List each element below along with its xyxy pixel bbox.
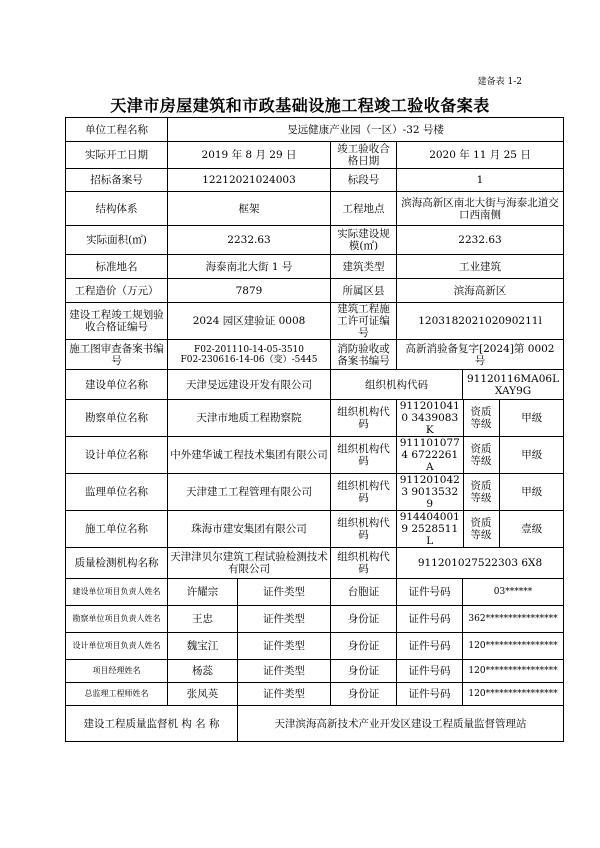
supervision-code-grade-cell (397, 474, 564, 511)
value-survey-unit: 天津市地质工程勘察院 (168, 400, 331, 437)
value-builder-manager: 许耀宗 (168, 579, 238, 606)
survey-code-grade-cell (397, 400, 564, 437)
row-supervision-unit (66, 474, 564, 511)
value-design-manager: 魏宝江 (168, 633, 238, 660)
row-address (66, 255, 564, 279)
value-district: 滨海高新区 (397, 279, 564, 303)
row-construction-unit (66, 511, 564, 548)
value-supervision-station: 天津滨海高新技术产业开发区建设工程质量监督管理站 (238, 706, 564, 742)
value-chief-supervisor-id: 120**************** (463, 683, 564, 706)
value-construction-qualification: 壹级 (499, 511, 564, 547)
value-design-manager-id-type: 身份证 (331, 633, 397, 660)
label-section-no: 标段号 (331, 169, 397, 192)
value-quality-org-code: 911201027522303 6X8 (397, 548, 564, 579)
row-project-manager (66, 660, 564, 683)
drawing-review-line-1: F02-201110-14-05-3510 (193, 344, 305, 355)
value-planning-cert: 2024 园区建验证 0008 (168, 303, 331, 340)
label-district: 所属区县 (331, 279, 397, 303)
label-builder-manager: 建设单位项目负责人姓名 (66, 579, 168, 606)
row-quality-testing (66, 548, 564, 579)
construction-code-grade-cell (397, 511, 564, 548)
label-scale: 实际建设规模(㎡) (331, 226, 397, 255)
value-construction-permit: 120318202102090211l (397, 303, 564, 340)
value-quality-testing: 天津津贝尔建筑工程试验检测技术有限公司 (168, 548, 331, 579)
row-reviews (66, 340, 564, 370)
label-construction-permit: 建筑工程施工许可证编号 (331, 303, 397, 340)
design-code-grade-cell (397, 437, 564, 474)
row-dates (66, 142, 564, 169)
value-project-manager: 杨蕊 (168, 660, 238, 683)
value-fire-acceptance: 高新消验备复字[2024]第 0002 号 (397, 340, 564, 370)
value-section-no: 1 (397, 169, 564, 192)
row-builder (66, 370, 564, 400)
label-survey-org-code: 组织机构代码 (331, 400, 397, 437)
label-builder-manager-id: 证件号码 (397, 579, 463, 606)
drawing-review-line-2: F02-230616-14-06（变）-5445 (180, 354, 318, 365)
label-tender-record-no: 招标备案号 (66, 169, 168, 192)
value-cost: 7879 (168, 279, 331, 303)
label-start-date: 实际开工日期 (66, 142, 168, 169)
value-construction-org-code: 9144040019 2528511L (399, 511, 460, 547)
value-chief-supervisor-id-type: 身份证 (331, 683, 397, 706)
value-survey-org-code: 9112010410 3439083K (399, 400, 460, 436)
label-address-name: 标准地名 (66, 255, 168, 279)
label-supervision-unit: 监理单位名称 (66, 474, 168, 511)
label-cost: 工程造价（万元） (66, 279, 168, 303)
document-title: 天津市房屋建筑和市政基础设施工程竣工验收备案表 (110, 96, 490, 115)
value-design-unit: 中外建华诚工程技术集团有限公司 (168, 437, 331, 474)
label-survey-unit: 勘察单位名称 (66, 400, 168, 437)
label-fire-acceptance: 消防验收或备案书编号 (331, 340, 397, 370)
label-chief-supervisor-id: 证件号码 (397, 683, 463, 706)
value-address-name: 海泰南北大街 1 号 (168, 255, 331, 279)
label-quality-org-code: 组织机构代码 (331, 548, 397, 579)
row-supervision-station (66, 706, 564, 742)
label-builder-org-code: 组织机构代码 (331, 370, 463, 400)
value-design-org-code: 9111010774 6722261A (399, 437, 460, 473)
label-construction-unit: 施工单位名称 (66, 511, 168, 548)
label-supervision-station: 建设工程质量监督机 构 名 称 (66, 706, 238, 742)
value-design-manager-id: 120**************** (463, 633, 564, 660)
value-area: 2232.63 (168, 226, 331, 255)
label-project-manager: 项目经理姓名 (66, 660, 168, 683)
label-design-manager-id: 证件号码 (397, 633, 463, 660)
value-builder-manager-id: 03****** (463, 579, 564, 606)
value-design-qualification: 甲级 (499, 437, 564, 473)
value-project-unit: 旻远健康产业园（一区）-32 号楼 (168, 118, 564, 142)
label-supervision-qualification: 资质等级 (463, 474, 499, 510)
label-construction-org-code: 组织机构代码 (331, 511, 397, 548)
value-building-type: 工业建筑 (397, 255, 564, 279)
row-survey-manager (66, 606, 564, 633)
value-survey-manager: 王忠 (168, 606, 238, 633)
label-survey-manager-id: 证件号码 (397, 606, 463, 633)
value-survey-qualification: 甲级 (499, 400, 564, 436)
value-supervision-org-code: 9112010423 90135329 (399, 474, 460, 510)
value-project-manager-id-type: 身份证 (331, 660, 397, 683)
value-project-manager-id: 120**************** (463, 660, 564, 683)
value-chief-supervisor: 张凤英 (168, 683, 238, 706)
label-quality-testing: 质量检测机构名称 (66, 548, 168, 579)
value-start-date: 2019 年 8 月 29 日 (168, 142, 331, 169)
value-builder: 天津旻远建设开发有限公司 (168, 370, 331, 400)
row-project-unit (66, 118, 564, 142)
label-project-unit: 单位工程名称 (66, 118, 168, 142)
value-survey-manager-id: 362**************** (463, 606, 564, 633)
record-table (65, 117, 564, 742)
label-survey-qualification: 资质等级 (463, 400, 499, 436)
label-chief-supervisor-id-type: 证件类型 (238, 683, 331, 706)
label-location: 工程地点 (331, 192, 397, 226)
label-construction-qualification: 资质等级 (463, 511, 499, 547)
row-design-unit (66, 437, 564, 474)
label-building-type: 建筑类型 (331, 255, 397, 279)
label-design-unit: 设计单位名称 (66, 437, 168, 474)
value-construction-unit: 珠海市建安集团有限公司 (168, 511, 331, 548)
value-location: 滨海高新区南北大街与海泰北道交口西南侧 (397, 192, 564, 226)
label-project-manager-id: 证件号码 (397, 660, 463, 683)
label-drawing-review: 施工图审查备案书编号 (66, 340, 168, 370)
label-structure: 结构体系 (66, 192, 168, 226)
row-area (66, 226, 564, 255)
label-builder-manager-id-type: 证件类型 (238, 579, 331, 606)
value-builder-org-code: 91120116MA06L XAY9G (463, 370, 564, 400)
label-design-org-code: 组织机构代码 (331, 437, 397, 474)
row-builder-manager (66, 579, 564, 606)
label-project-manager-id-type: 证件类型 (238, 660, 331, 683)
row-structure (66, 192, 564, 226)
row-tender (66, 169, 564, 192)
value-completion-date: 2020 年 11 月 25 日 (397, 142, 564, 169)
form-number: 建备表 1-2 (477, 77, 522, 87)
label-supervision-org-code: 组织机构代码 (331, 474, 397, 511)
label-builder: 建设单位名称 (66, 370, 168, 400)
label-area: 实际面积(㎡) (66, 226, 168, 255)
value-builder-manager-id-type: 台胞证 (331, 579, 397, 606)
row-permits (66, 303, 564, 340)
label-survey-manager-id-type: 证件类型 (238, 606, 331, 633)
label-chief-supervisor: 总监理工程师姓名 (66, 683, 168, 706)
label-design-manager-id-type: 证件类型 (238, 633, 331, 660)
row-survey-unit (66, 400, 564, 437)
row-chief-supervisor (66, 683, 564, 706)
value-supervision-unit: 天津建工工程管理有限公司 (168, 474, 331, 511)
value-structure: 框架 (168, 192, 331, 226)
value-scale: 2232.63 (397, 226, 564, 255)
value-survey-manager-id-type: 身份证 (331, 606, 397, 633)
value-tender-record-no: 12212021024003 (168, 169, 331, 192)
row-cost (66, 279, 564, 303)
label-design-qualification: 资质等级 (463, 437, 499, 473)
value-drawing-review (168, 340, 331, 370)
label-planning-cert: 建设工程竣工规划验收合格证编号 (66, 303, 168, 340)
label-design-manager: 设计单位项目负责人姓名 (66, 633, 168, 660)
label-survey-manager: 勘察单位项目负责人姓名 (66, 606, 168, 633)
row-design-manager (66, 633, 564, 660)
value-supervision-qualification: 甲级 (499, 474, 564, 510)
label-completion-date: 竣工验收合格日期 (331, 142, 397, 169)
